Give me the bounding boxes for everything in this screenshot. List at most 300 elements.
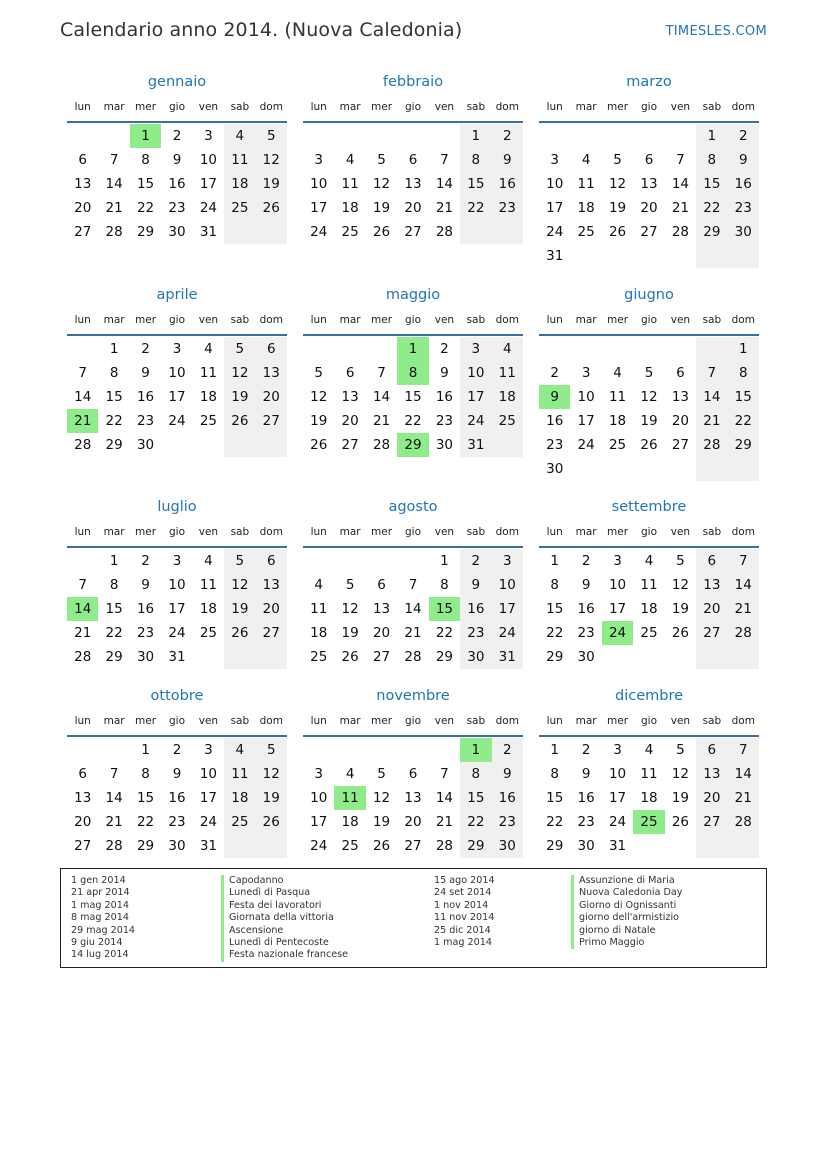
day-cell: 11 bbox=[608, 389, 627, 405]
day-cell: 14 bbox=[404, 601, 422, 617]
day-cell: 29 bbox=[435, 649, 453, 665]
holiday-legend bbox=[60, 868, 767, 968]
weekday-label: lun bbox=[546, 314, 563, 326]
day-cell: 26 bbox=[671, 814, 689, 830]
day-cell: 3 bbox=[613, 553, 622, 569]
day-cell: 2 bbox=[172, 128, 182, 144]
day-cell: 8 bbox=[460, 762, 491, 786]
day-cell: 16 bbox=[492, 172, 523, 196]
day-cell: 31 bbox=[546, 248, 564, 264]
day-cell: 6 bbox=[78, 766, 87, 782]
weekday-label: ven bbox=[434, 715, 455, 727]
day-cell: 24 bbox=[199, 200, 217, 216]
day-cell: 6 bbox=[377, 577, 386, 593]
day-cell: 13 bbox=[74, 790, 92, 806]
day-cell: 3 bbox=[204, 128, 213, 144]
weekday-label: lun bbox=[546, 101, 563, 113]
day-cell: 3 bbox=[314, 152, 323, 168]
day-cell: 20 bbox=[640, 200, 658, 216]
weekday-label: dom bbox=[731, 526, 755, 538]
day-cell: 11 bbox=[199, 577, 217, 593]
day-cell: 24 bbox=[310, 224, 328, 240]
weekday-label: mar bbox=[339, 101, 361, 113]
day-cell: 29 bbox=[136, 224, 155, 240]
day-cell: 2 bbox=[728, 124, 759, 148]
holiday-day-cell: 8 bbox=[397, 361, 428, 385]
day-cell: 11 bbox=[310, 601, 328, 617]
month-name: maggio bbox=[385, 287, 441, 303]
holiday-day-cell: 24 bbox=[602, 621, 633, 645]
weekday-label: dom bbox=[731, 715, 755, 727]
day-cell: 15 bbox=[546, 790, 564, 806]
day-cell: 8 bbox=[141, 766, 150, 782]
weekend-blank-cell bbox=[696, 457, 727, 481]
weekend-blank-cell bbox=[728, 834, 759, 858]
day-cell: 17 bbox=[546, 200, 564, 216]
day-cell: 21 bbox=[696, 409, 727, 433]
holiday-day-cell: 14 bbox=[67, 597, 98, 621]
weekend-blank-cell bbox=[696, 337, 727, 361]
day-cell: 20 bbox=[74, 200, 92, 216]
weekday-label: mer bbox=[135, 101, 157, 113]
weekday-header bbox=[539, 715, 759, 731]
weekday-label: dom bbox=[259, 526, 283, 538]
day-cell: 18 bbox=[310, 625, 328, 641]
day-cell: 10 bbox=[168, 365, 186, 381]
day-cell: 16 bbox=[435, 389, 453, 405]
day-cell: 12 bbox=[671, 766, 689, 782]
weekday-label: mer bbox=[371, 526, 393, 538]
weekday-label: mar bbox=[575, 715, 597, 727]
weekday-label: sab bbox=[230, 314, 250, 326]
day-cell: 14 bbox=[372, 389, 391, 405]
day-cell: 7 bbox=[676, 152, 685, 168]
legend-name: Giornata della vittoria bbox=[221, 912, 348, 924]
legend-date: 15 ago 2014 bbox=[434, 875, 495, 886]
day-cell: 23 bbox=[460, 621, 491, 645]
legend-name: Lunedì di Pasqua bbox=[221, 887, 348, 899]
weekday-label: sab bbox=[702, 526, 722, 538]
day-cell: 10 bbox=[310, 176, 328, 192]
day-cell: 14 bbox=[671, 176, 689, 192]
day-cell: 27 bbox=[256, 409, 287, 433]
weekday-label: mar bbox=[339, 715, 361, 727]
holiday-day-cell: 15 bbox=[429, 597, 460, 621]
legend-name: Lunedì di Pentecoste bbox=[221, 937, 348, 949]
day-cell: 19 bbox=[372, 814, 391, 830]
day-cell: 30 bbox=[136, 437, 155, 453]
day-cell: 5 bbox=[256, 124, 287, 148]
day-cell: 19 bbox=[671, 790, 689, 806]
month-name: agosto bbox=[388, 499, 438, 515]
day-cell: 5 bbox=[613, 152, 622, 168]
day-cell: 24 bbox=[168, 413, 186, 429]
day-cell: 24 bbox=[199, 814, 217, 830]
day-cell: 31 bbox=[199, 224, 217, 240]
holiday-day-cell: 9 bbox=[539, 385, 570, 409]
month-name: luglio bbox=[157, 499, 197, 515]
day-cell: 9 bbox=[141, 577, 150, 593]
header-rule bbox=[67, 735, 287, 737]
day-cell: 27 bbox=[256, 621, 287, 645]
holiday-day-cell: 25 bbox=[633, 810, 664, 834]
day-cell: 8 bbox=[728, 361, 759, 385]
weekday-label: dom bbox=[259, 101, 283, 113]
legend-name: giorno di Natale bbox=[571, 925, 682, 937]
day-cell: 11 bbox=[640, 766, 658, 782]
month-name: febbraio bbox=[382, 74, 444, 90]
weekday-label: lun bbox=[74, 715, 91, 727]
day-cell: 30 bbox=[460, 645, 491, 669]
day-cell: 5 bbox=[377, 766, 386, 782]
day-cell: 7 bbox=[728, 738, 759, 762]
day-cell: 27 bbox=[671, 437, 689, 453]
day-cell: 13 bbox=[372, 601, 391, 617]
day-cell: 14 bbox=[435, 176, 453, 192]
day-cell: 1 bbox=[550, 553, 559, 569]
weekday-label: ven bbox=[670, 101, 691, 113]
day-cell: 7 bbox=[696, 361, 727, 385]
day-cell: 5 bbox=[224, 549, 255, 573]
legend-name: Festa dei lavoratori bbox=[221, 900, 348, 912]
day-cell: 29 bbox=[460, 834, 491, 858]
weekday-header bbox=[303, 314, 523, 330]
page-title: Calendario anno 2014. (Nuova Caledonia) bbox=[60, 19, 463, 41]
day-cell: 26 bbox=[671, 625, 689, 641]
weekday-label: ven bbox=[670, 526, 691, 538]
day-cell: 1 bbox=[109, 341, 119, 357]
legend-dates-left bbox=[71, 875, 135, 962]
weekday-label: mer bbox=[135, 314, 157, 326]
weekday-header bbox=[67, 314, 287, 330]
weekday-label: gio bbox=[168, 314, 185, 326]
day-cell: 2 bbox=[550, 365, 559, 381]
legend-date: 1 nov 2014 bbox=[434, 899, 489, 911]
legend-name: Festa nazionale francese bbox=[221, 949, 348, 961]
day-cell: 7 bbox=[440, 766, 449, 782]
day-cell: 17 bbox=[608, 790, 627, 806]
day-cell: 8 bbox=[460, 148, 491, 172]
month-name: giugno bbox=[624, 287, 674, 303]
weekday-label: sab bbox=[466, 314, 486, 326]
weekday-label: lun bbox=[74, 101, 91, 113]
day-cell: 19 bbox=[256, 172, 287, 196]
day-cell: 1 bbox=[550, 742, 559, 758]
legend-name: Ascensione bbox=[221, 925, 348, 937]
day-cell: 19 bbox=[640, 413, 658, 429]
day-cell: 16 bbox=[460, 597, 491, 621]
weekday-header bbox=[539, 314, 759, 330]
day-cell: 17 bbox=[310, 814, 328, 830]
day-cell: 13 bbox=[341, 389, 359, 405]
day-cell: 6 bbox=[256, 549, 287, 573]
day-cell: 16 bbox=[168, 176, 186, 192]
day-cell: 23 bbox=[168, 814, 186, 830]
day-cell: 29 bbox=[546, 649, 564, 665]
weekday-label: mer bbox=[607, 314, 629, 326]
day-cell: 11 bbox=[224, 148, 255, 172]
day-cell: 25 bbox=[199, 413, 217, 429]
weekday-label: ven bbox=[670, 715, 691, 727]
day-cell: 17 bbox=[577, 413, 595, 429]
day-cell: 2 bbox=[172, 742, 182, 758]
weekend-blank-cell bbox=[728, 244, 759, 268]
day-cell: 23 bbox=[136, 625, 155, 641]
weekday-label: sab bbox=[702, 314, 722, 326]
weekday-label: gio bbox=[640, 314, 657, 326]
day-cell: 26 bbox=[224, 621, 255, 645]
header-rule bbox=[67, 121, 287, 123]
legend-date: 29 mag 2014 bbox=[71, 924, 136, 936]
weekday-label: sab bbox=[230, 715, 250, 727]
day-cell: 28 bbox=[728, 621, 759, 645]
day-cell: 22 bbox=[696, 196, 727, 220]
day-cell: 8 bbox=[550, 577, 559, 593]
day-cell: 5 bbox=[345, 577, 355, 593]
day-cell: 3 bbox=[613, 742, 622, 758]
day-cell: 21 bbox=[435, 814, 453, 830]
day-cell: 27 bbox=[696, 621, 727, 645]
day-cell: 11 bbox=[577, 176, 595, 192]
day-cell: 28 bbox=[671, 224, 689, 240]
day-cell: 30 bbox=[168, 224, 186, 240]
day-cell: 26 bbox=[372, 838, 391, 854]
weekday-label: gio bbox=[640, 101, 657, 113]
site-link[interactable]: TIMESLES.COM bbox=[665, 24, 767, 39]
day-cell: 30 bbox=[728, 220, 759, 244]
day-cell: 20 bbox=[372, 625, 391, 641]
weekday-header bbox=[303, 101, 523, 117]
day-cell: 10 bbox=[546, 176, 564, 192]
day-cell: 4 bbox=[204, 341, 213, 357]
day-cell: 10 bbox=[577, 389, 595, 405]
weekday-label: gio bbox=[168, 715, 185, 727]
day-cell: 21 bbox=[74, 625, 92, 641]
day-cell: 23 bbox=[728, 196, 759, 220]
weekend-blank-cell bbox=[460, 220, 491, 244]
day-cell: 29 bbox=[105, 649, 123, 665]
day-cell: 16 bbox=[168, 790, 186, 806]
day-cell: 22 bbox=[435, 625, 453, 641]
weekend-blank-cell bbox=[728, 645, 759, 669]
day-cell: 18 bbox=[341, 814, 359, 830]
day-cell: 25 bbox=[224, 810, 255, 834]
day-cell: 2 bbox=[141, 341, 150, 357]
day-cell: 13 bbox=[696, 573, 727, 597]
day-cell: 10 bbox=[460, 361, 491, 385]
day-cell: 13 bbox=[256, 573, 287, 597]
month-name: aprile bbox=[156, 287, 198, 303]
day-cell: 7 bbox=[78, 365, 87, 381]
day-cell: 6 bbox=[696, 549, 727, 573]
day-cell: 17 bbox=[168, 389, 186, 405]
day-cell: 13 bbox=[640, 176, 658, 192]
header-rule bbox=[539, 121, 759, 123]
weekend-blank-cell bbox=[256, 220, 287, 244]
day-cell: 19 bbox=[372, 200, 391, 216]
day-cell: 16 bbox=[577, 790, 595, 806]
day-cell: 24 bbox=[492, 621, 523, 645]
day-cell: 14 bbox=[696, 385, 727, 409]
day-cell: 2 bbox=[581, 553, 591, 569]
day-cell: 27 bbox=[640, 224, 658, 240]
day-cell: 18 bbox=[224, 786, 255, 810]
weekday-label: ven bbox=[198, 314, 219, 326]
legend-name: Assunzione di Maria bbox=[571, 875, 682, 887]
day-cell: 28 bbox=[74, 649, 92, 665]
day-cell: 28 bbox=[74, 437, 92, 453]
day-cell: 13 bbox=[696, 762, 727, 786]
day-cell: 16 bbox=[136, 389, 155, 405]
weekday-label: dom bbox=[495, 314, 519, 326]
day-cell: 17 bbox=[608, 601, 627, 617]
day-cell: 28 bbox=[105, 224, 123, 240]
weekday-label: ven bbox=[198, 715, 219, 727]
day-cell: 23 bbox=[492, 196, 523, 220]
legend-date: 1 mag 2014 bbox=[434, 937, 492, 949]
day-cell: 23 bbox=[546, 437, 564, 453]
day-cell: 10 bbox=[608, 766, 627, 782]
day-cell: 15 bbox=[404, 389, 422, 405]
day-cell: 9 bbox=[141, 365, 150, 381]
weekday-header bbox=[67, 526, 287, 542]
day-cell: 4 bbox=[492, 337, 523, 361]
day-cell: 2 bbox=[440, 341, 449, 357]
day-cell: 14 bbox=[435, 790, 453, 806]
day-cell: 15 bbox=[696, 172, 727, 196]
legend-date: 9 giu 2014 bbox=[71, 937, 123, 949]
day-cell: 16 bbox=[577, 601, 595, 617]
day-cell: 15 bbox=[460, 786, 491, 810]
day-cell: 18 bbox=[224, 172, 255, 196]
day-cell: 4 bbox=[581, 152, 591, 168]
day-cell: 25 bbox=[492, 409, 523, 433]
weekday-label: mar bbox=[575, 314, 597, 326]
day-cell: 9 bbox=[440, 365, 449, 381]
header-rule bbox=[67, 546, 287, 548]
day-cell: 26 bbox=[640, 437, 658, 453]
day-cell: 1 bbox=[728, 337, 759, 361]
day-cell: 5 bbox=[676, 742, 685, 758]
day-cell: 30 bbox=[546, 461, 564, 477]
holiday-day-cell: 1 bbox=[130, 124, 161, 148]
day-cell: 14 bbox=[728, 762, 759, 786]
day-cell: 8 bbox=[141, 152, 150, 168]
day-cell: 18 bbox=[199, 389, 217, 405]
day-cell: 18 bbox=[341, 200, 359, 216]
day-cell: 31 bbox=[199, 838, 217, 854]
day-cell: 12 bbox=[256, 148, 287, 172]
weekday-label: mer bbox=[371, 101, 393, 113]
weekday-label: sab bbox=[702, 715, 722, 727]
day-cell: 28 bbox=[435, 838, 453, 854]
weekday-label: lun bbox=[310, 715, 327, 727]
day-cell: 1 bbox=[109, 553, 119, 569]
day-cell: 27 bbox=[696, 810, 727, 834]
weekday-label: dom bbox=[495, 715, 519, 727]
day-cell: 1 bbox=[460, 124, 491, 148]
day-cell: 12 bbox=[372, 790, 391, 806]
day-cell: 26 bbox=[372, 224, 391, 240]
weekend-blank-cell bbox=[256, 645, 287, 669]
day-cell: 17 bbox=[310, 200, 328, 216]
day-cell: 9 bbox=[492, 762, 523, 786]
day-cell: 29 bbox=[546, 838, 564, 854]
day-cell: 9 bbox=[581, 577, 591, 593]
day-cell: 2 bbox=[460, 549, 491, 573]
day-cell: 29 bbox=[728, 433, 759, 457]
day-cell: 18 bbox=[199, 601, 217, 617]
day-cell: 13 bbox=[671, 389, 689, 405]
day-cell: 3 bbox=[581, 365, 591, 381]
weekday-label: gio bbox=[640, 526, 657, 538]
weekday-label: mar bbox=[339, 526, 361, 538]
weekday-label: mer bbox=[371, 314, 393, 326]
day-cell: 22 bbox=[105, 625, 123, 641]
month-name: dicembre bbox=[614, 688, 684, 704]
day-cell: 31 bbox=[492, 645, 523, 669]
day-cell: 28 bbox=[404, 649, 422, 665]
weekday-label: ven bbox=[198, 526, 219, 538]
weekday-label: ven bbox=[670, 314, 691, 326]
day-cell: 4 bbox=[644, 742, 654, 758]
header-rule bbox=[303, 546, 523, 548]
weekday-header bbox=[67, 715, 287, 731]
weekday-label: ven bbox=[434, 314, 455, 326]
weekday-label: dom bbox=[731, 314, 755, 326]
day-cell: 12 bbox=[224, 573, 255, 597]
day-cell: 27 bbox=[404, 838, 422, 854]
day-cell: 10 bbox=[310, 790, 328, 806]
day-cell: 21 bbox=[105, 814, 123, 830]
header-rule bbox=[303, 334, 523, 336]
day-cell: 14 bbox=[728, 573, 759, 597]
legend-date: 25 dic 2014 bbox=[434, 924, 491, 936]
day-cell: 5 bbox=[644, 365, 654, 381]
holiday-day-cell: 29 bbox=[397, 433, 428, 457]
weekend-blank-cell bbox=[492, 220, 523, 244]
day-cell: 3 bbox=[204, 742, 213, 758]
day-cell: 31 bbox=[460, 433, 491, 457]
day-cell: 27 bbox=[74, 224, 92, 240]
day-cell: 1 bbox=[141, 742, 150, 758]
legend-date: 8 mag 2014 bbox=[71, 912, 129, 924]
day-cell: 30 bbox=[435, 437, 453, 453]
weekend-blank-cell bbox=[224, 645, 255, 669]
day-cell: 23 bbox=[492, 810, 523, 834]
day-cell: 17 bbox=[199, 790, 217, 806]
day-cell: 15 bbox=[546, 601, 564, 617]
day-cell: 28 bbox=[105, 838, 123, 854]
day-cell: 24 bbox=[168, 625, 186, 641]
day-cell: 1 bbox=[696, 124, 727, 148]
day-cell: 28 bbox=[696, 433, 727, 457]
day-cell: 6 bbox=[644, 152, 654, 168]
day-cell: 12 bbox=[372, 176, 391, 192]
holiday-day-cell: 21 bbox=[67, 409, 98, 433]
day-cell: 6 bbox=[408, 766, 418, 782]
day-cell: 18 bbox=[577, 200, 595, 216]
day-cell: 20 bbox=[341, 413, 359, 429]
weekday-label: lun bbox=[546, 715, 563, 727]
legend-date: 1 gen 2014 bbox=[71, 875, 126, 886]
day-cell: 22 bbox=[546, 814, 564, 830]
day-cell: 21 bbox=[728, 597, 759, 621]
day-cell: 19 bbox=[224, 385, 255, 409]
day-cell: 24 bbox=[577, 437, 595, 453]
day-cell: 20 bbox=[404, 814, 422, 830]
day-cell: 26 bbox=[256, 196, 287, 220]
